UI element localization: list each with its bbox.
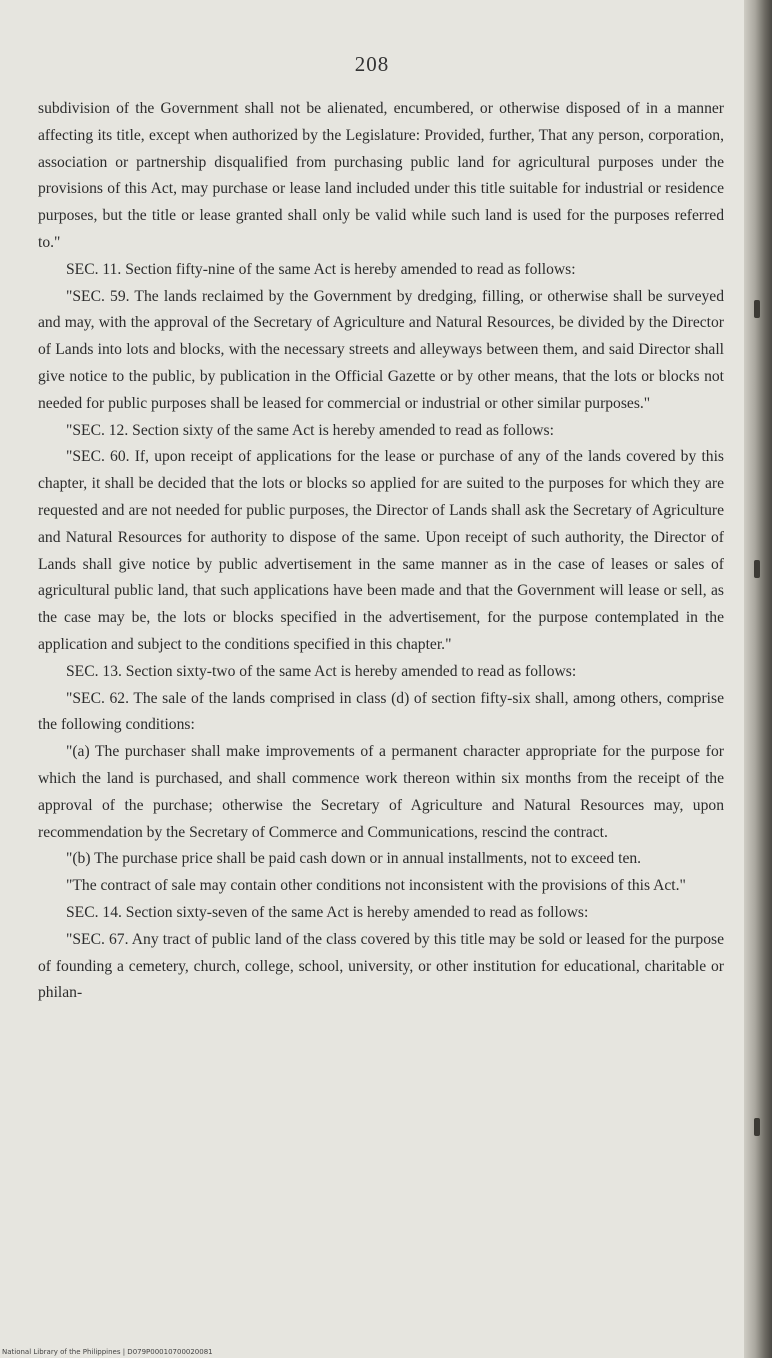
paragraph-sec-67: "SEC. 67. Any tract of public land of the class covered by this title may be sold or leased for the purpose of founding a cemetery, church, college, school, university, or other institution for educational, charitable or philan- <box>38 930 724 1002</box>
paragraph-sec-62-b: "(b) The purchase price shall be paid cash down or in annual installments, not to exceed ten. <box>66 850 642 868</box>
binding-mark <box>754 1118 760 1136</box>
paragraph-sec-59: "SEC. 59. The lands reclaimed by the Government by dredging, filling, or otherwise shall be surveyed and may, with the approval of the Secretary of Agriculture and Natural Resources, be divided by the Director of Lands into lots and blocks, with the necessary streets and alleyways between them, and said Director shall give notice to the public, by publication in the Official Gazette or by other means, that the lots or blocks not needed for public purposes shall be leased for commercial or industrial or other similar purposes." <box>38 287 724 412</box>
binding-mark <box>754 560 760 578</box>
page-number: 208 <box>354 52 390 76</box>
paragraph-sec-60: "SEC. 60. If, upon receipt of applications for the lease or purchase of any of the lands covered by this chapter, it shall be decided that the lots or blocks so applied for are suited to the purposes for which they are requested and are not needed for public purposes, the Director of Lands shall ask the Secretary of Agriculture and Natural Resources for authority to dispose of the same. Upon receipt of such authority, the Director of Lands shall give notice by public advertisement in the same manner as in the case of leases or sales of agricultural public land, that such applications have been made and that the Government will lease or sell, as the case may be, the lots or blocks specified in the advertisement, for the purpose contemplated in the application and subject to the conditions specified in this chapter." <box>38 448 724 653</box>
binding-mark <box>754 300 760 318</box>
paragraph-sec-11: SEC. 11. Section fifty-nine of the same Act is hereby amended to read as follows: <box>66 260 576 278</box>
paragraph-continuation: subdivision of the Government shall not be alienated, encumbered, or otherwise disposed of in a manner affecting its title, except when authorized by the Legislature: Provided, further, That any person, corporation, association or partnership disqualified from purchasing public land for agricultural purposes under the provisions of this Act, may purchase or lease land included under this title suitable for industrial or residence purposes, but the title or lease granted shall only be valid while such land is used for the purposes referred to." <box>38 100 724 251</box>
paragraph-sec-62: "SEC. 62. The sale of the lands comprised in class (d) of section fifty-six shall, among others, comprise the following conditions: <box>38 689 724 734</box>
paragraph-sec-14: SEC. 14. Section sixty-seven of the same Act is hereby amended to read as follows: <box>66 903 589 921</box>
body-text <box>38 96 724 1007</box>
paragraph-sec-62-a: "(a) The purchaser shall make improvements of a permanent character appropriate for the purpose for which the land is purchased, and shall commence work thereon within six months from the receipt of the approval of the purchase; otherwise the Secretary of Agriculture and Natural Resources may, upon recommendation by the Secretary of Commerce and Communications, rescind the contract. <box>38 743 724 841</box>
paragraph-sec-13: SEC. 13. Section sixty-two of the same Act is hereby amended to read as follows: <box>66 662 577 680</box>
page-gutter-shadow <box>744 0 772 1358</box>
paragraph-contract-conditions: "The contract of sale may contain other conditions not inconsistent with the provisions of this Act." <box>66 877 686 895</box>
scan-footer: National Library of the Philippines | D079P00010700020081 <box>2 1348 213 1356</box>
paragraph-sec-12: "SEC. 12. Section sixty of the same Act is hereby amended to read as follows: <box>66 421 554 439</box>
